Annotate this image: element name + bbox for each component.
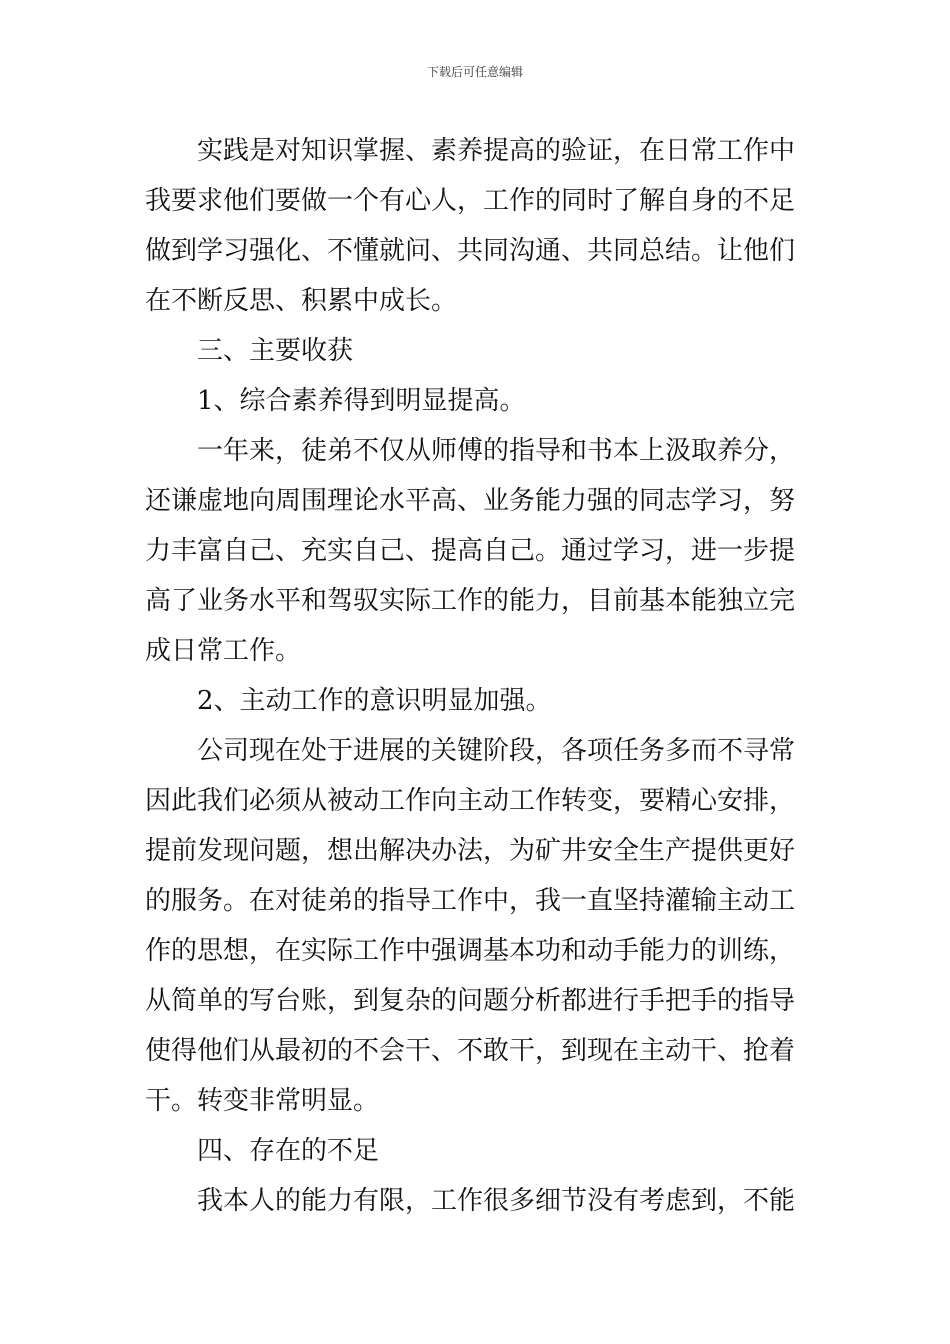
- text-line: 干。转变非常明显。: [145, 1086, 380, 1116]
- text-line: 高了业务水平和驾驭实际工作的能力，目前基本能独立完: [145, 586, 796, 616]
- text-line: 提前发现问题，想出解决办法，为矿井安全生产提供更好: [145, 836, 796, 866]
- sub-heading: 2、主动工作的意识明显加强。: [197, 686, 552, 716]
- page-header: 下载后可任意编辑: [426, 65, 523, 79]
- text-line: 我本人的能力有限，工作很多细节没有考虑到，不能: [197, 1186, 796, 1216]
- text-line: 的服务。在对徒弟的指导工作中，我一直坚持灌输主动工: [145, 886, 796, 916]
- section-heading: 四、存在的不足: [197, 1136, 380, 1166]
- text-line: 因此我们必须从被动工作向主动工作转变，要精心安排，: [145, 786, 796, 816]
- document-body: [145, 126, 810, 1226]
- sub-heading: 1、综合素养得到明显提高。: [197, 386, 526, 416]
- section-heading: 三、主要收获: [197, 336, 354, 366]
- text-line: 从简单的写台账，到复杂的问题分析都进行手把手的指导: [145, 986, 796, 1016]
- text-line: 使得他们从最初的不会干、不敢干，到现在主动干、抢着: [145, 1036, 796, 1066]
- text-line: 还谦虚地向周围理论水平高、业务能力强的同志学习，努: [145, 486, 796, 516]
- text-line: 作的思想，在实际工作中强调基本功和动手能力的训练，: [145, 936, 796, 966]
- text-line: 在不断反思、积累中成长。: [145, 286, 458, 316]
- text-line: 我要求他们要做一个有心人，工作的同时了解自身的不足: [145, 186, 796, 216]
- text-line: 成日常工作。: [145, 636, 302, 666]
- text-line: 力丰富自己、充实自己、提高自己。通过学习，进一步提: [145, 536, 796, 566]
- text-line: 做到学习强化、不懂就问、共同沟通、共同总结。让他们: [145, 236, 796, 266]
- text-line: 公司现在处于进展的关键阶段，各项任务多而不寻常: [197, 736, 796, 766]
- text-line: 实践是对知识掌握、素养提高的验证，在日常工作中: [197, 136, 796, 166]
- text-line: 一年来，徒弟不仅从师傅的指导和书本上汲取养分，: [197, 436, 796, 466]
